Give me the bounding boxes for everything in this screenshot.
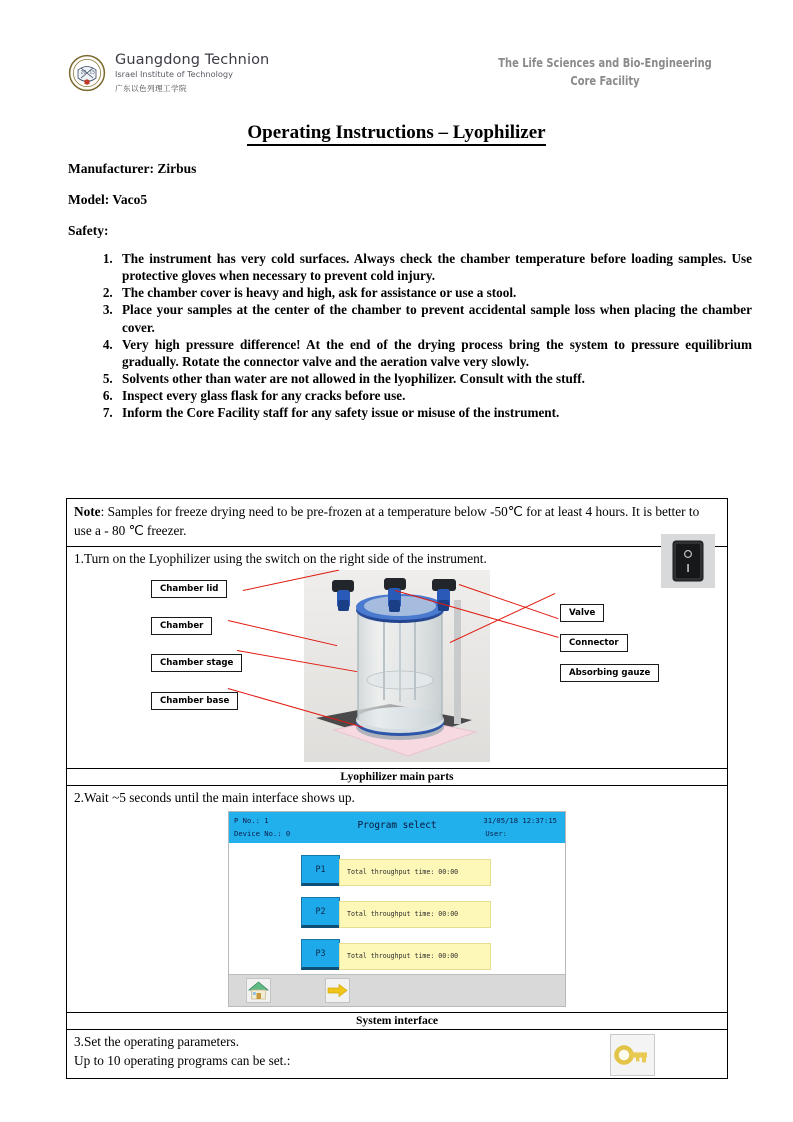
note-body: : Samples for freeze drying need to be pre-frozen at a temperature below -50℃ for at least 4 hours. It is better to use a - 80 ℃ freezer. [74,504,700,538]
hmi-program-field-p3[interactable]: Total throughput time: 00:00 [339,943,491,970]
hmi-next-arrow-button[interactable] [325,978,350,1003]
svg-text:15: 15 [89,70,95,76]
step-3-line-2: Up to 10 operating programs can be set.: [74,1052,291,1068]
callout-chamber [151,617,212,636]
facility-line-1: The Life Sciences and Bio-Engineering [498,55,712,70]
safety-item-5: 5. Solvents other than water are not allowed in the lyophilizer. Consult with the stuff. [116,370,752,387]
hmi-program-button-p1[interactable]: P1 [301,855,340,886]
university-logo [68,52,269,94]
svg-text:20: 20 [80,70,87,76]
safety-item-7: 7. Inform the Core Facility staff for any safety issue or misuse of the instrument. [116,404,752,421]
figure-1-caption: Lyophilizer main parts [67,768,727,785]
safety-item-6: 6. Inspect every glass flask for any cracks before use. [116,387,752,404]
step-2-row [67,786,727,1030]
callout-label: Chamber [160,620,204,631]
callout-connector [560,634,628,653]
hmi-program-row [301,939,491,970]
model-line: Model: Vaco5 [68,192,148,207]
callout-label: Connector [569,637,619,648]
page-title [0,122,793,144]
note-label: Note [74,504,101,519]
callout-chamber-base [151,692,238,711]
hmi-program-button-p2[interactable]: P2 [301,897,340,928]
logo-title: Guangdong Technion [115,52,270,68]
hmi-home-button[interactable] [246,978,271,1003]
logo-chinese-name: 广东以色列理工学院 [115,84,187,94]
step-3-row [67,1030,727,1078]
step-2-text: 2.Wait ~5 seconds until the main interface shows up. [74,789,355,805]
callout-chamber-stage [151,654,242,673]
safety-item-4: 4. Very high pressure difference! At the end of the drying process bring the system to pressure equilibrium gradually. Rotate the connector valve and the aeration valve very slowly. [116,336,752,370]
logo-subtitle: Israel Institute of Technology [115,69,233,80]
hmi-screen-title: Program select [357,819,437,831]
figure-2-caption: System interface [67,1012,727,1029]
note-text-block [67,499,727,546]
step-1-text: 1.Turn on the Lyophilizer using the switch on the right side of the instrument. [74,550,487,566]
callout-label: Valve [569,607,596,618]
callout-label: Chamber base [160,695,230,706]
safety-heading: Safety: [68,223,109,238]
step-1-row [67,547,727,786]
hmi-toolbar [229,974,565,1006]
safety-item-3: 3. Place your samples at the center of the chamber to prevent accidental sample loss when placing the chamber cover. [116,301,752,335]
hmi-program-row [301,897,491,928]
hmi-program-number: P No.: 1 [234,815,269,825]
hmi-program-field-p2[interactable]: Total throughput time: 00:00 [339,901,491,928]
callout-valve [560,604,604,623]
manufacturer-line: Manufacturer: Zirbus [68,161,197,176]
key-icon [610,1034,655,1076]
facility-line-2: Core Facility [570,72,640,88]
facility-name [473,54,737,90]
callout-absorbing-gauze [560,664,659,683]
hmi-program-button-p3[interactable]: P3 [301,939,340,970]
lyophilizer-figure [67,568,727,768]
safety-item-1: 1. The instrument has very cold surfaces. Always check the chamber temperature before loading samples. Use protective gloves when necessary to prevent cold injury. [116,250,752,284]
callout-label: Absorbing gauze [569,667,651,678]
hmi-program-row [301,855,491,886]
power-rocker-switch-icon [661,534,715,588]
step-3-content [67,1030,727,1078]
hmi-datetime: 31/05/18 12:37:15 [483,815,557,825]
university-seal-icon [68,54,106,92]
safety-item-2: 2. The chamber cover is heavy and high, ask for assistance or use a stool. [116,284,752,301]
page-header [0,40,793,110]
hmi-device-number: Device No.: 0 [234,828,291,838]
hmi-user-label: User: [485,828,507,838]
hmi-title-bar [229,812,565,843]
procedure-table [66,498,728,1079]
step-3-line-1: 3.Set the operating parameters. [74,1033,240,1049]
safety-list [84,250,752,422]
page-title-text: Operating Instructions – Lyophilizer [247,122,545,146]
hmi-screen [228,811,566,1007]
hmi-program-list [229,843,565,976]
callout-label: Chamber lid [160,583,219,594]
callout-label: Chamber stage [160,657,234,668]
hmi-program-field-p1[interactable]: Total throughput time: 00:00 [339,859,491,886]
note-row [67,499,727,547]
callout-chamber-lid [151,580,227,599]
system-interface-figure [67,807,727,1012]
